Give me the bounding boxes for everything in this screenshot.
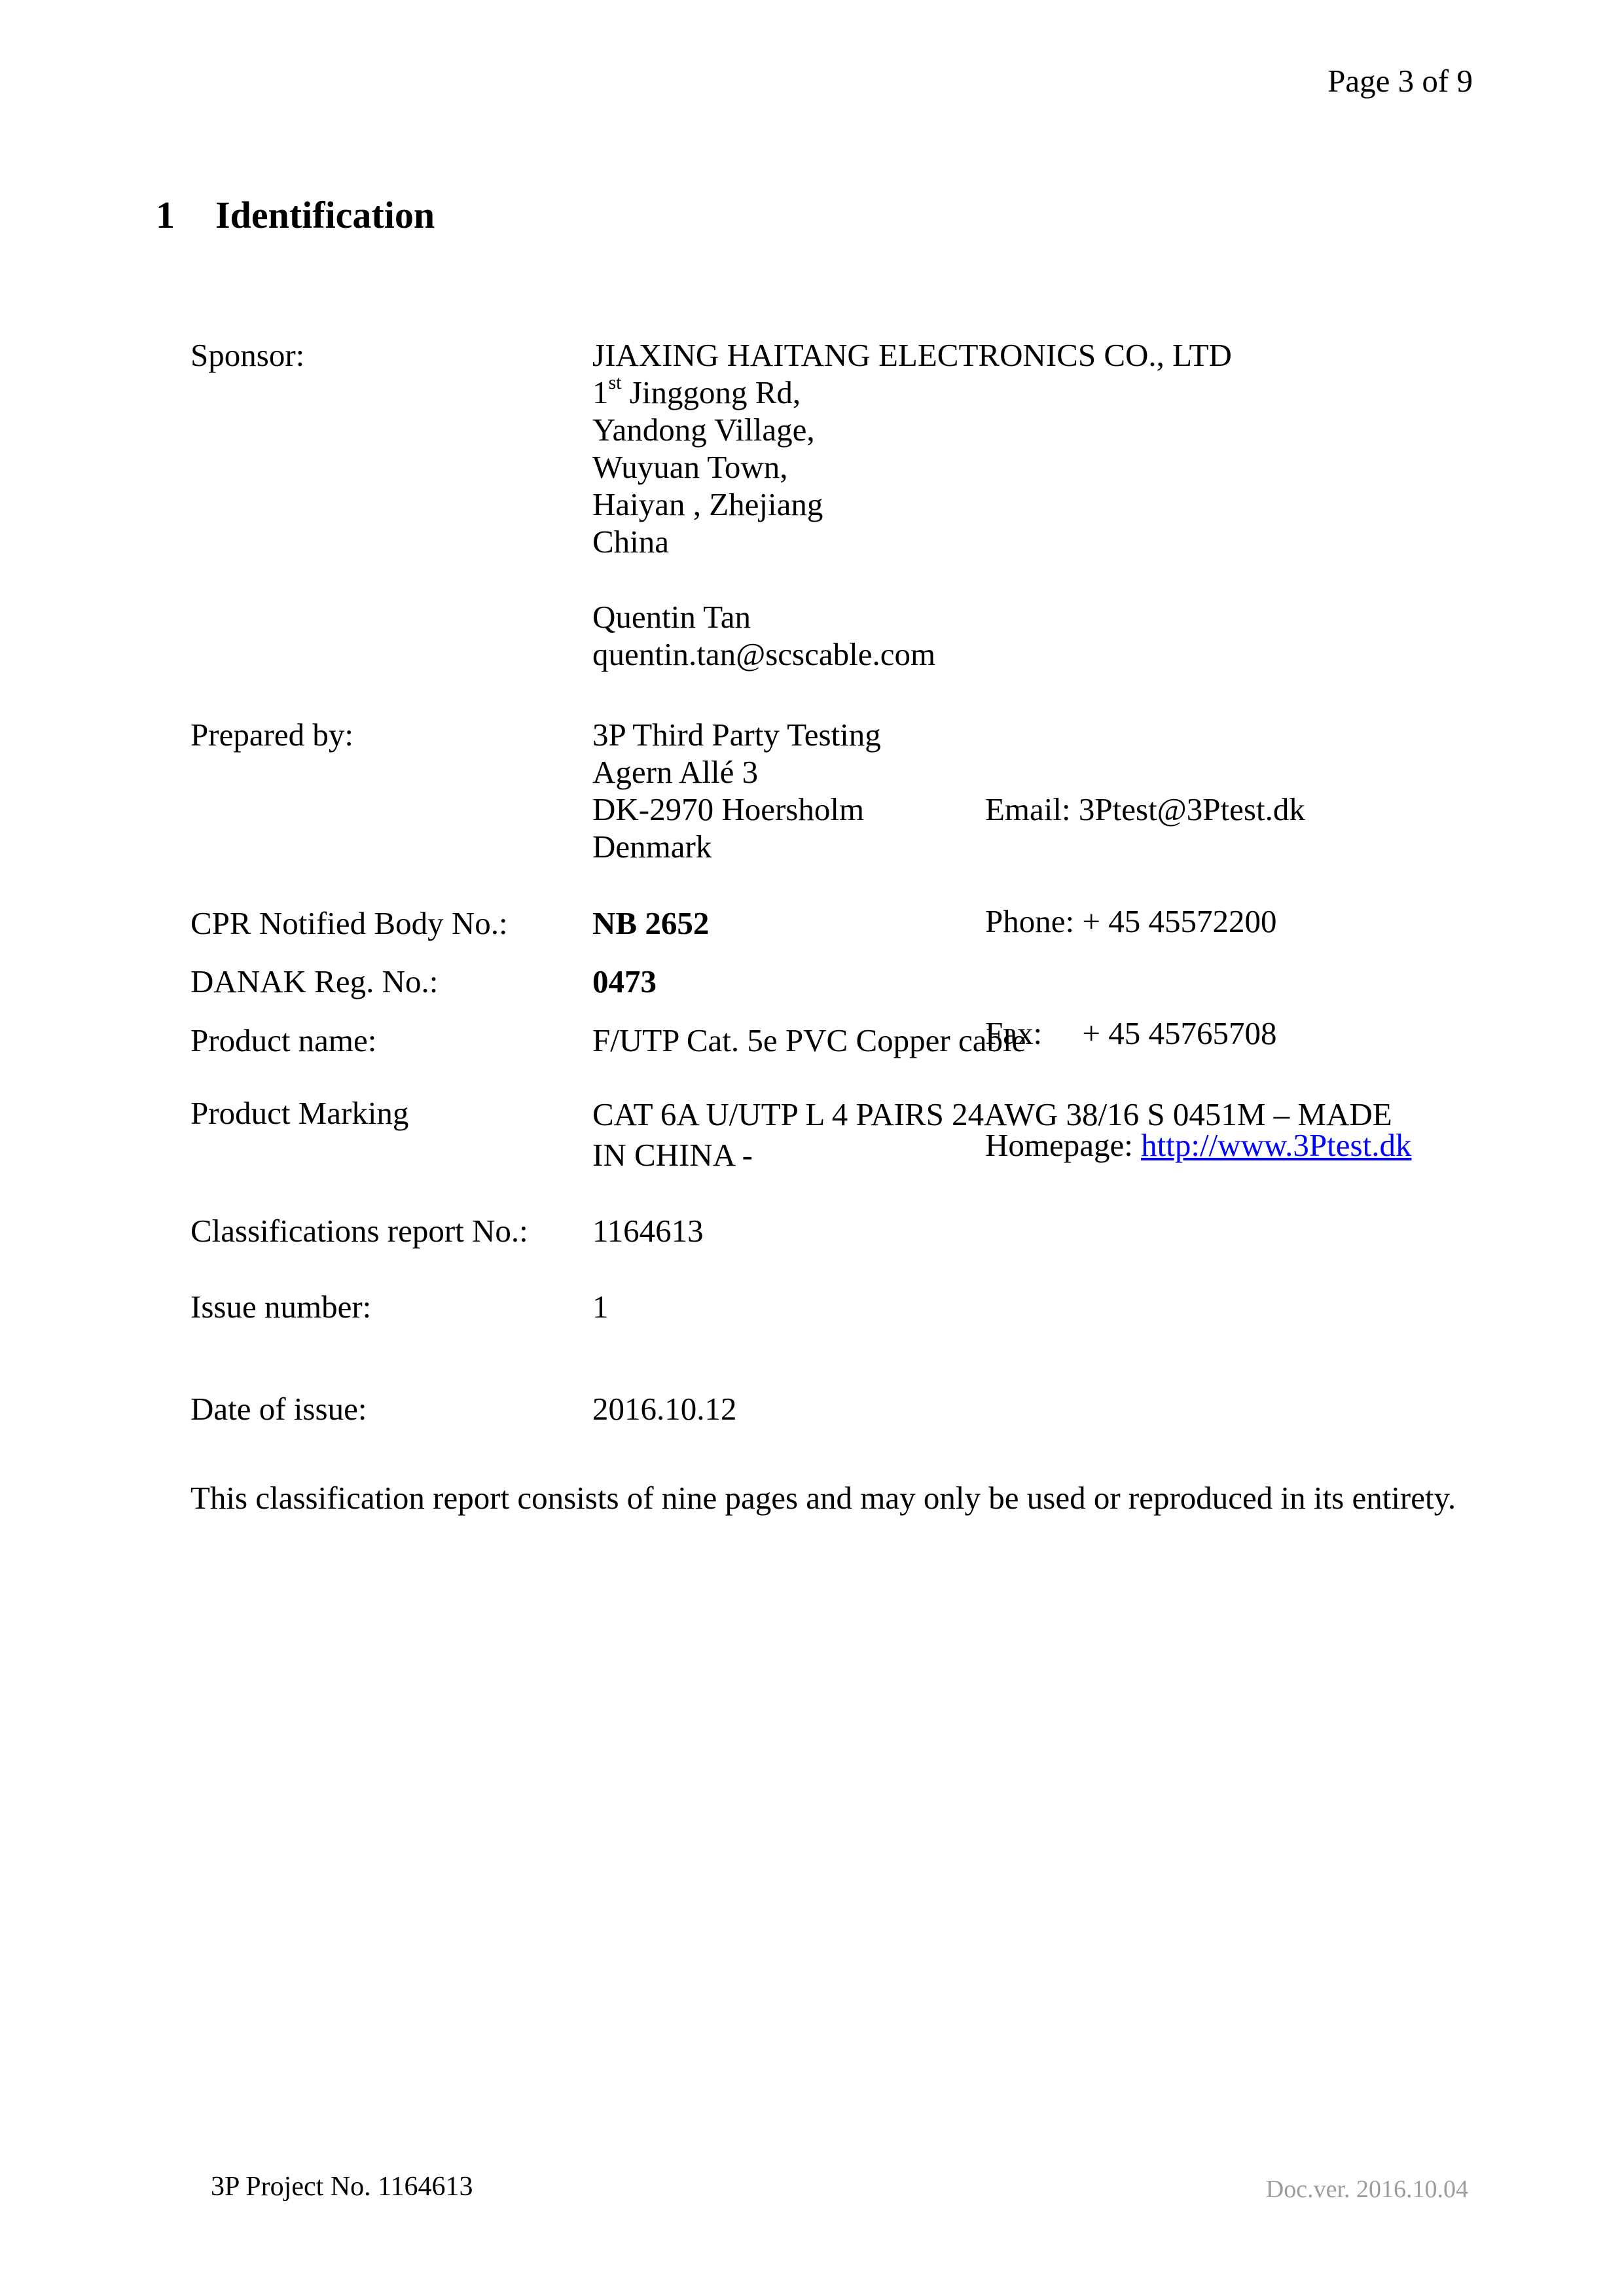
- product-marking-label: Product Marking: [190, 1095, 409, 1131]
- prepared-by-email: Email: 3Ptest@3Ptest.dk: [985, 791, 1305, 827]
- homepage-link[interactable]: http://www.3Ptest.dk: [1141, 1127, 1412, 1163]
- footer-project-number: 3P Project No. 1164613: [211, 2172, 473, 2202]
- sponsor-contact-name: Quentin Tan: [592, 599, 751, 635]
- prepared-by-homepage: Homepage: http://www.3Ptest.dk: [985, 1127, 1412, 1163]
- prepared-by-phone: Phone: + 45 45572200: [985, 903, 1277, 939]
- sponsor-label: Sponsor:: [190, 337, 305, 373]
- product-name-label: Product name:: [190, 1022, 377, 1058]
- sponsor-contact-email: quentin.tan@scscable.com: [592, 636, 936, 672]
- issue-number-row: [190, 1288, 609, 1325]
- section-number: 1: [156, 194, 175, 236]
- sponsor-address-line: Wuyuan Town,: [592, 449, 788, 485]
- date-of-issue-value: 2016.10.12: [592, 1391, 737, 1427]
- cpr-label: CPR Notified Body No.:: [190, 905, 508, 941]
- sponsor-address-line: Haiyan , Zhejiang: [592, 486, 823, 522]
- issue-number-label: Issue number:: [190, 1289, 372, 1325]
- section-title: Identification: [215, 194, 435, 236]
- sponsor-company: JIAXING HAITANG ELECTRONICS CO., LTD: [592, 337, 1232, 373]
- prepared-by-org-block: [592, 716, 881, 865]
- sponsor-row: [190, 336, 1232, 560]
- report-no-value: 1164613: [592, 1213, 704, 1249]
- sponsor-address-line: 1st Jinggong Rd,: [592, 372, 801, 410]
- danak-label: DANAK Reg. No.:: [190, 963, 439, 999]
- danak-row: [190, 963, 657, 1000]
- report-no-row: [190, 1212, 704, 1249]
- sponsor-address-block: [592, 336, 1232, 560]
- prepared-by-org-line: 3P Third Party Testing: [592, 717, 881, 753]
- prepared-by-org-line: DK-2970 Hoersholm: [592, 791, 865, 827]
- issue-number-value: 1: [592, 1289, 609, 1325]
- sponsor-contact-block: [592, 598, 935, 673]
- danak-value: 0473: [592, 963, 657, 999]
- report-no-label: Classifications report No.:: [190, 1213, 528, 1249]
- cpr-value: NB 2652: [592, 905, 710, 941]
- date-of-issue-label: Date of issue:: [190, 1391, 367, 1427]
- date-of-issue-row: [190, 1390, 737, 1427]
- product-name-row: [190, 1022, 1026, 1059]
- prepared-by-org-line: Agern Allé 3: [592, 754, 759, 790]
- sponsor-address-line: China: [592, 524, 670, 560]
- product-name-value: F/UTP Cat. 5e PVC Copper cable: [592, 1022, 1026, 1058]
- sponsor-address-line: Yandong Village,: [592, 412, 815, 448]
- ordinal-suffix: st: [608, 372, 622, 393]
- footer-doc-version: Doc.ver. 2016.10.04: [1265, 2176, 1468, 2203]
- section-heading: [156, 192, 435, 238]
- cpr-row: [190, 905, 710, 942]
- prepared-by-org-line: Denmark: [592, 829, 712, 865]
- prepared-by-fax: Fax: + 45 45765708: [985, 1015, 1277, 1051]
- product-marking-value: CAT 6A U/UTP L 4 PAIRS 24AWG 38/16 S 0451M – MADE IN CHINA -: [592, 1096, 1392, 1173]
- prepared-by-label: Prepared by:: [190, 717, 353, 753]
- page-number: Page 3 of 9: [1327, 63, 1473, 99]
- note-paragraph: This classification report consists of nine pages and may only be used or reproduced in its entirety.: [190, 1480, 1456, 1516]
